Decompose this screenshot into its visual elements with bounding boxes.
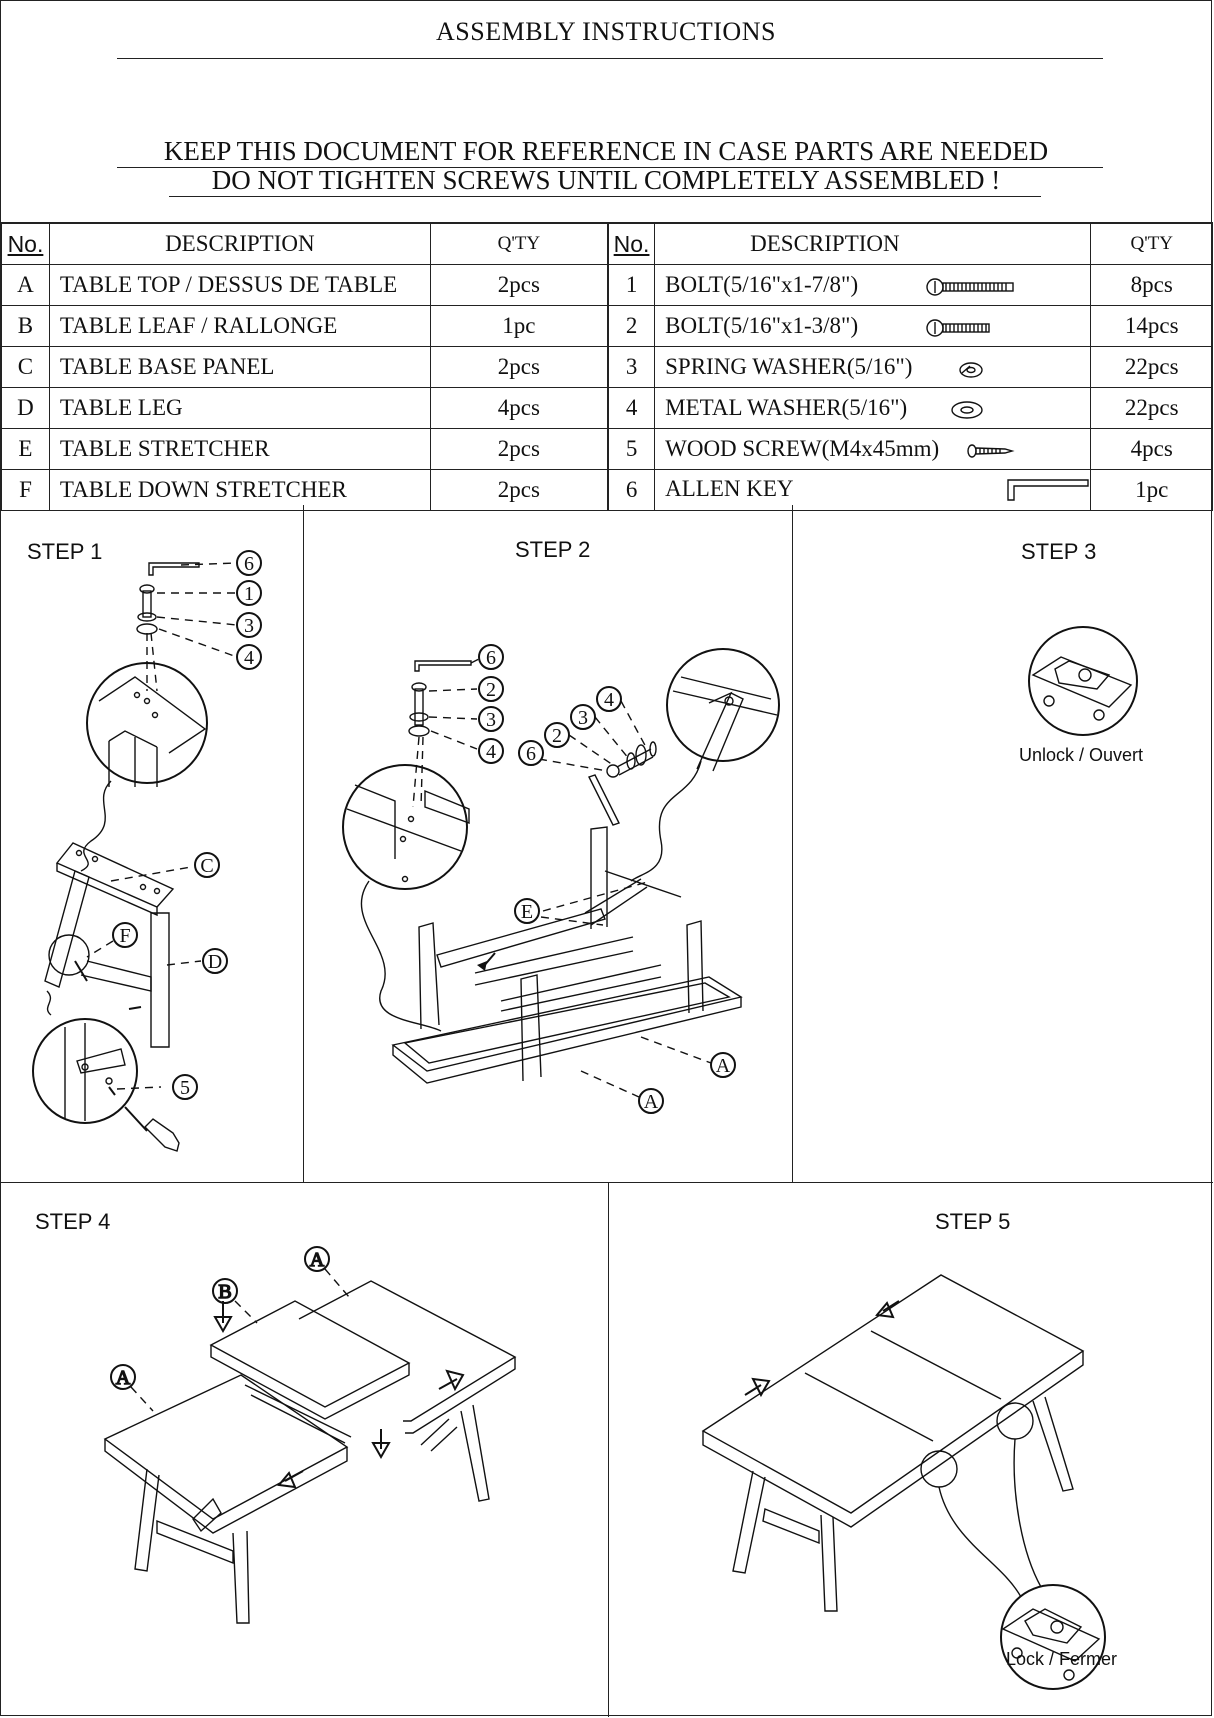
part-qty: 2pcs: [430, 470, 607, 511]
callout-label: B: [218, 1281, 232, 1303]
bolt-stack-icon: [409, 683, 429, 807]
part-qty: 22pcs: [1091, 347, 1213, 388]
callout-3: [479, 707, 503, 731]
callout-6: [237, 551, 261, 575]
callout-label: A: [115, 1367, 131, 1389]
arrow-right-icon: [439, 1371, 463, 1389]
part-id: F: [2, 470, 50, 511]
step5-label: STEP 5: [935, 1209, 1011, 1234]
callout-label: D: [207, 951, 223, 973]
table-row: [609, 306, 1213, 347]
part-description: TABLE LEG: [49, 388, 430, 429]
callout-label: 3: [244, 615, 254, 637]
table-row: [609, 388, 1213, 429]
callout-F: [113, 923, 137, 947]
reference-note: KEEP THIS DOCUMENT FOR REFERENCE IN CASE PARTS ARE NEEDED: [163, 136, 1049, 166]
table-extended-assembly: [703, 1275, 1083, 1611]
spring-washer-icon: [956, 358, 986, 380]
part-qty: 1pc: [430, 306, 607, 347]
table-row: [609, 347, 1213, 388]
part-description: BOLT(5/16"x1-7/8"): [665, 272, 859, 297]
hardware-parts-table: [608, 223, 1213, 511]
step5-diagram: [608, 1182, 1213, 1717]
table-row: [609, 429, 1213, 470]
part-description: WOOD SCREW(M4x45mm): [665, 436, 940, 461]
callout-6: [479, 645, 503, 669]
callout-label: 2: [552, 725, 562, 747]
step3-label: STEP 3: [1021, 539, 1097, 564]
part-description: METAL WASHER(5/16"): [665, 395, 908, 420]
part-description: TABLE LEAF / RALLONGE: [49, 306, 430, 347]
part-id: 1: [609, 265, 655, 306]
part-id: 6: [609, 470, 655, 511]
part-description-cell: [655, 306, 1091, 347]
no-column-header: No.: [609, 224, 655, 265]
callout-label: A: [715, 1055, 731, 1077]
part-description: TABLE STRETCHER: [49, 429, 430, 470]
arrow-left-icon: [279, 1471, 303, 1487]
unlock-caption: Unlock / Ouvert: [1019, 745, 1144, 765]
callout-C: [195, 853, 219, 877]
callout-label: A: [309, 1249, 325, 1271]
step4-label: STEP 4: [35, 1209, 111, 1234]
part-qty: 4pcs: [430, 388, 607, 429]
callout-3: [237, 613, 261, 637]
part-qty: 14pcs: [1091, 306, 1213, 347]
callout-label: 1: [244, 583, 254, 605]
callout-label: 2: [486, 679, 496, 701]
part-description: SPRING WASHER(5/16"): [665, 354, 913, 379]
latch-unlock-magnifier: [1029, 627, 1137, 735]
table-row: [2, 388, 608, 429]
step2-label: STEP 2: [515, 537, 591, 562]
leg-joint-magnifier: [667, 649, 779, 771]
arrow-down-icon: [215, 1301, 231, 1331]
step1-diagram: [1, 505, 303, 1182]
part-description-cell: [655, 429, 1091, 470]
part-id: 3: [609, 347, 655, 388]
callout-B: [213, 1279, 237, 1303]
callout-2: [479, 677, 503, 701]
callout-6b: [519, 741, 543, 765]
part-id: C: [2, 347, 50, 388]
latch-lock-magnifier: [1001, 1585, 1105, 1689]
table-header-row: [2, 224, 608, 265]
callout-label: 5: [180, 1077, 190, 1099]
part-qty: 8pcs: [1091, 265, 1213, 306]
part-qty: 2pcs: [430, 265, 607, 306]
table-top-left: [105, 1375, 347, 1623]
part-qty: 1pc: [1091, 470, 1213, 511]
callout-label: 4: [486, 741, 496, 763]
qty-column-header: Q'TY: [430, 224, 607, 265]
part-qty: 22pcs: [1091, 388, 1213, 429]
allen-key-icon: [1006, 476, 1090, 504]
panel-parts-table: [1, 223, 608, 511]
callout-label: E: [520, 901, 534, 923]
wood-screw-icon: [967, 440, 1013, 462]
part-description-cell: [655, 265, 1091, 306]
step4-diagram: [1, 1182, 608, 1717]
table-row: [2, 347, 608, 388]
corner-detail-magnifier: [343, 765, 469, 889]
part-qty: 2pcs: [430, 347, 607, 388]
inverted-table-assembly: [393, 827, 741, 1083]
part-description-cell: [655, 347, 1091, 388]
table-header-row: [609, 224, 1213, 265]
callout-4b: [597, 687, 621, 711]
bolt-stack-icon: [137, 585, 157, 691]
table-row: [2, 306, 608, 347]
allen-key-icon: [149, 563, 199, 575]
part-description: TABLE TOP / DESSUS DE TABLE: [49, 265, 430, 306]
arrow-down-icon: [373, 1429, 389, 1457]
callout-label: 6: [244, 553, 254, 575]
part-qty: 4pcs: [1091, 429, 1213, 470]
callout-4: [479, 739, 503, 763]
callout-4: [237, 645, 261, 669]
part-id: 4: [609, 388, 655, 429]
step2-diagram: [303, 505, 792, 1182]
part-description-cell: [655, 388, 1091, 429]
lock-caption: Lock / Fermer: [1006, 1649, 1118, 1669]
callout-A-left: [111, 1365, 135, 1389]
part-id: D: [2, 388, 50, 429]
tighten-warning-underline: [169, 196, 1041, 197]
part-id: B: [2, 306, 50, 347]
part-id: 5: [609, 429, 655, 470]
callout-label: C: [200, 855, 214, 877]
callout-label: 3: [578, 707, 588, 729]
callout-5: [173, 1075, 197, 1099]
part-id: A: [2, 265, 50, 306]
step3-diagram: [792, 505, 1213, 1182]
part-description: TABLE DOWN STRETCHER: [49, 470, 430, 511]
part-qty: 2pcs: [430, 429, 607, 470]
callout-label: 6: [526, 743, 536, 765]
table-top-right: [299, 1281, 515, 1501]
no-column-header: No.: [2, 224, 50, 265]
callout-label: 3: [486, 709, 496, 731]
allen-key-icon: [415, 661, 471, 671]
step1-label: STEP 1: [27, 539, 103, 564]
part-description: BOLT(5/16"x1-3/8"): [665, 313, 859, 338]
title-underline: [117, 58, 1103, 59]
short-bolt-icon: [926, 317, 992, 339]
callout-E: [515, 899, 539, 923]
long-bolt-icon: [926, 276, 1016, 298]
callout-D: [203, 949, 227, 973]
table-row: [2, 429, 608, 470]
qty-column-header: Q'TY: [1091, 224, 1213, 265]
callout-3b: [571, 705, 595, 729]
part-description: ALLEN KEY: [665, 475, 793, 501]
screw-detail-magnifier: [33, 1019, 137, 1123]
callout-A2: [639, 1089, 663, 1113]
arrow-right-icon: [745, 1379, 769, 1395]
callout-label: A: [643, 1091, 659, 1113]
document-title: ASSEMBLY INSTRUCTIONS: [436, 17, 776, 46]
part-id: 2: [609, 306, 655, 347]
description-column-header: DESCRIPTION: [655, 224, 1091, 265]
description-column-header: DESCRIPTION: [49, 224, 430, 265]
callout-1: [237, 581, 261, 605]
callout-label: 4: [244, 647, 254, 669]
part-description: TABLE BASE PANEL: [49, 347, 430, 388]
tighten-warning: DO NOT TIGHTEN SCREWS UNTIL COMPLETELY ASSEMBLED !: [211, 165, 1001, 195]
callout-label: 6: [486, 647, 496, 669]
metal-washer-icon: [949, 399, 985, 421]
side-bolt-group: [589, 742, 656, 825]
callout-A-top: [305, 1247, 329, 1271]
callout-label: 4: [604, 689, 614, 711]
callout-label: F: [119, 925, 131, 947]
table-row: [609, 265, 1213, 306]
callout-2b: [545, 723, 569, 747]
table-row: [2, 265, 608, 306]
callout-A: [711, 1053, 735, 1077]
part-id: E: [2, 429, 50, 470]
screwdriver-icon: [106, 1078, 179, 1151]
